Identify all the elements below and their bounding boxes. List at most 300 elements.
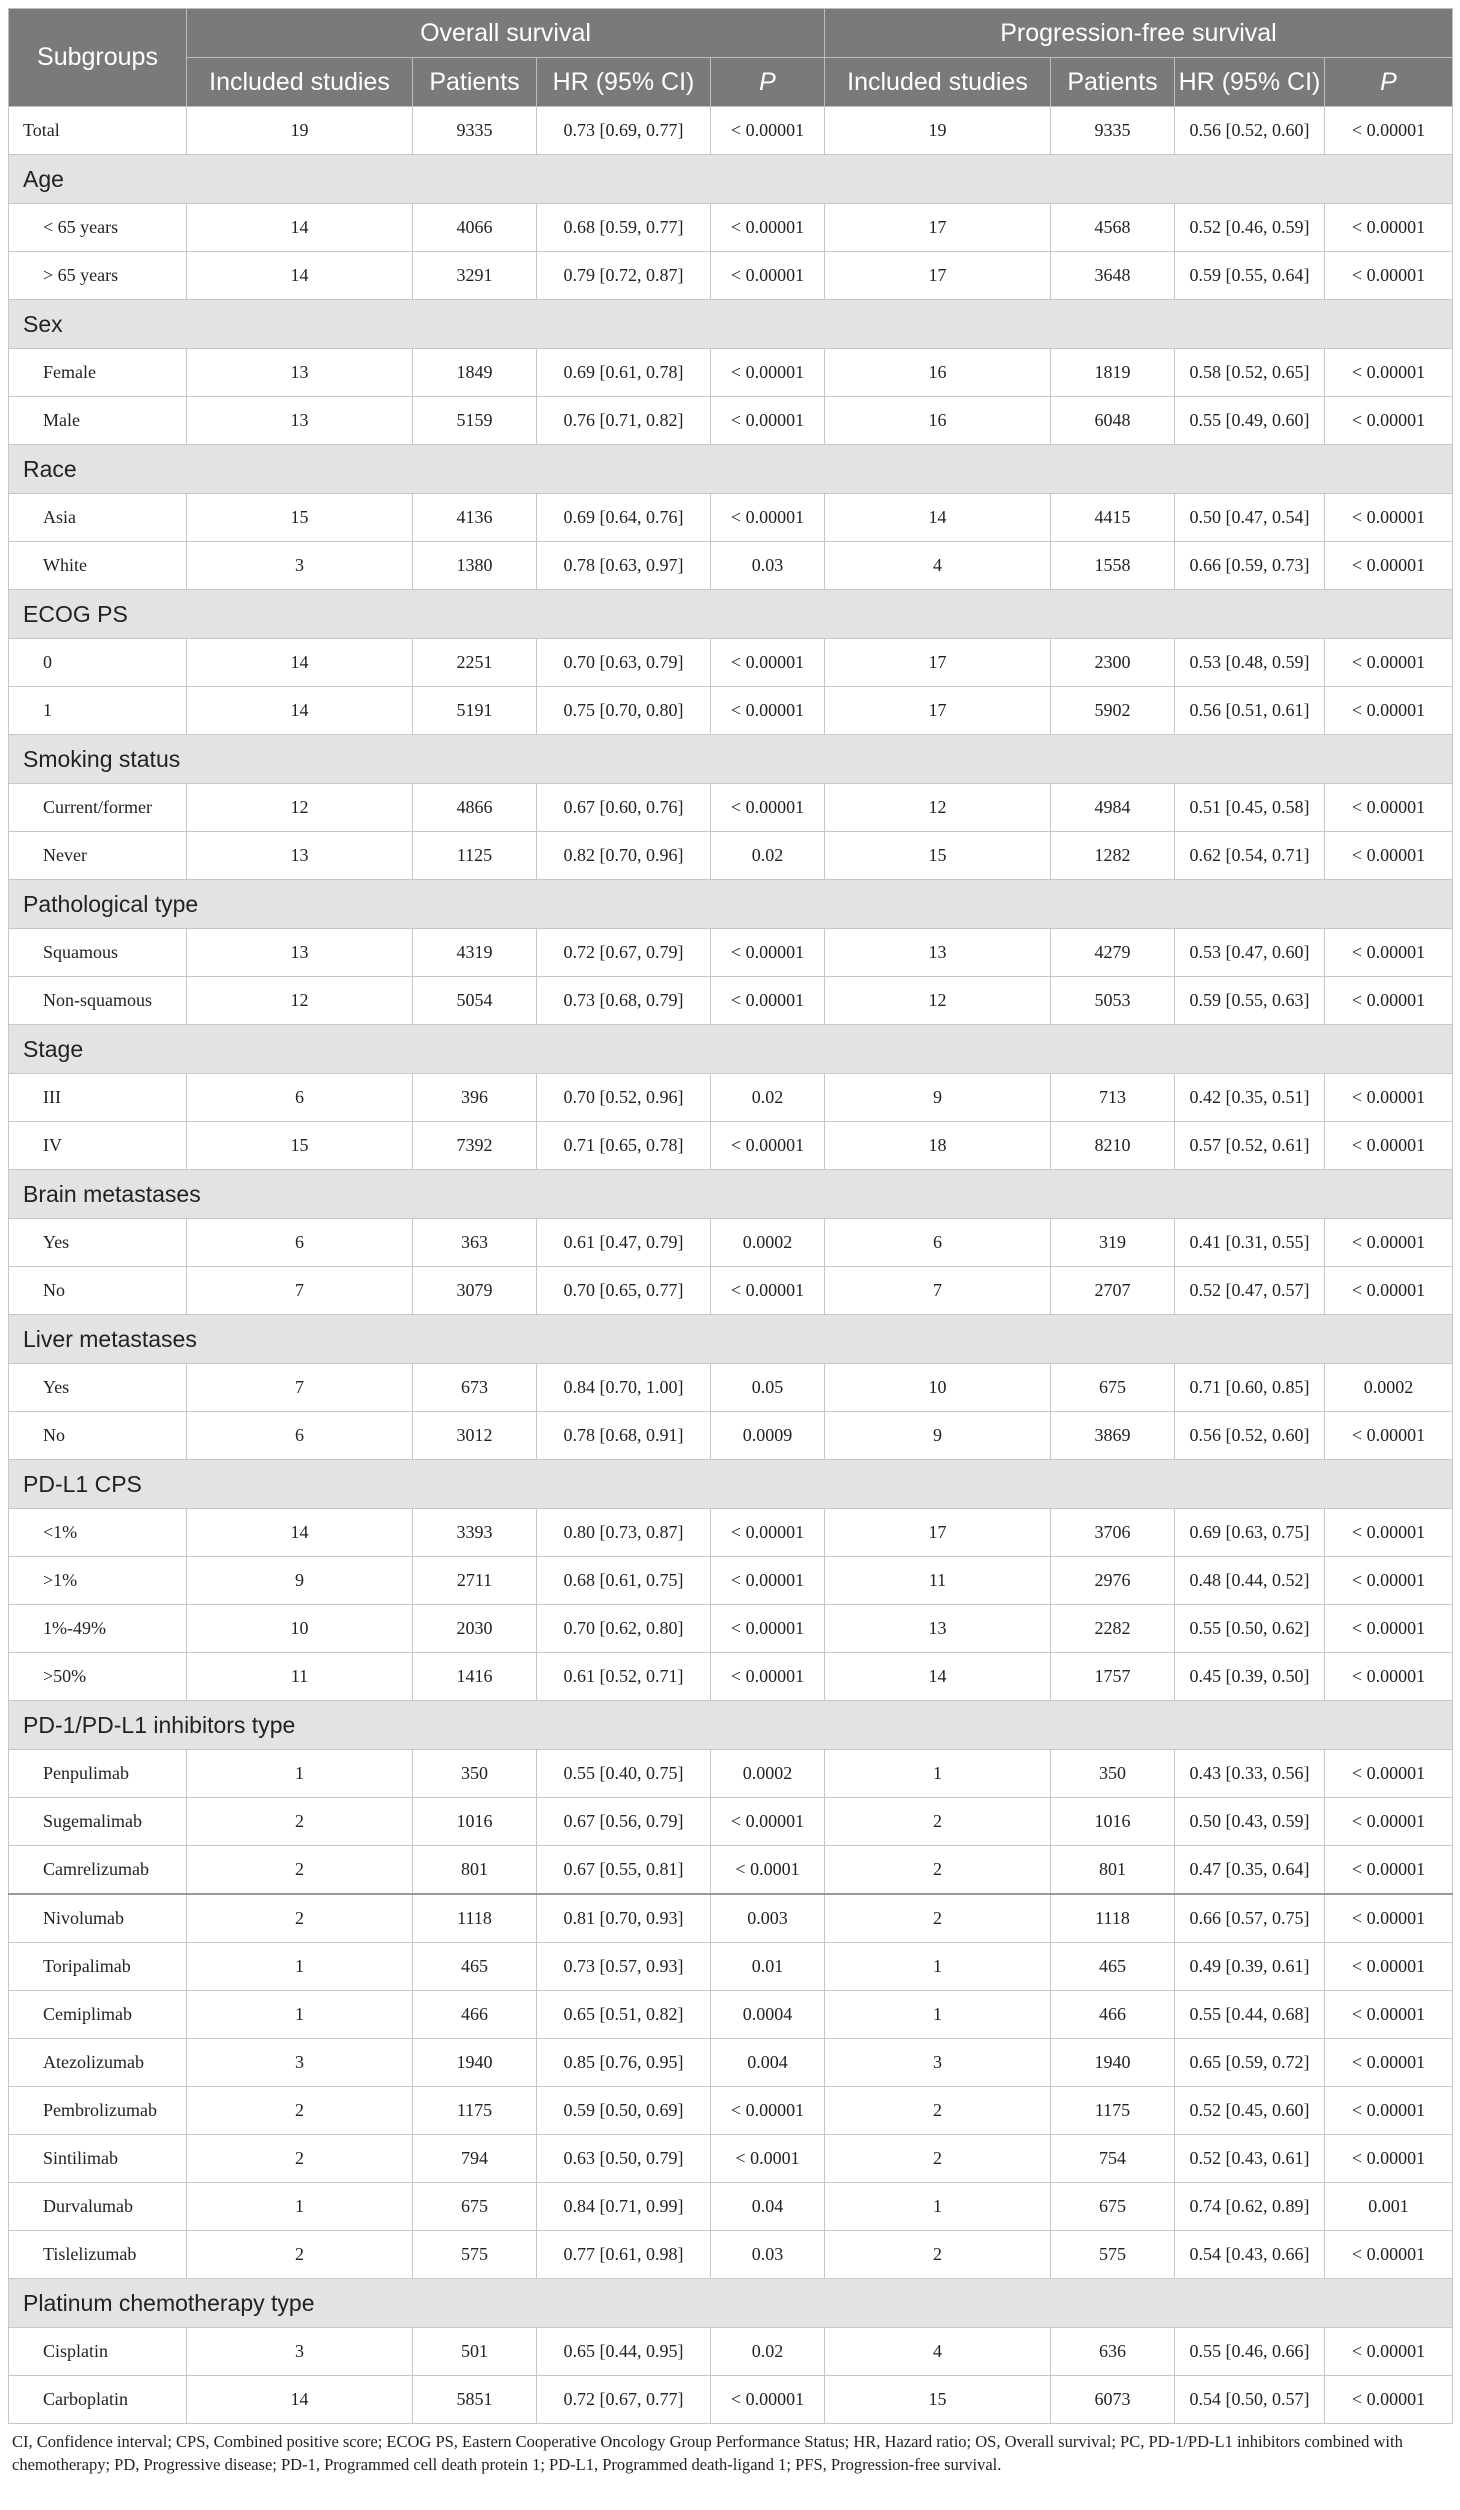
cell-pfs-hr: 0.50 [0.47, 0.54] — [1175, 494, 1325, 542]
cell-os-patients: 2251 — [413, 639, 537, 687]
cell-pfs-patients: 1016 — [1051, 1798, 1175, 1846]
cell-pfs-hr: 0.52 [0.43, 0.61] — [1175, 2135, 1325, 2183]
cell-os-included-studies: 2 — [187, 1798, 413, 1846]
cell-pfs-p: < 0.00001 — [1325, 2328, 1453, 2376]
cell-os-p: 0.0002 — [711, 1219, 825, 1267]
cell-os-included-studies: 12 — [187, 784, 413, 832]
cell-pfs-included-studies: 2 — [825, 1894, 1051, 1943]
cell-os-p: < 0.00001 — [711, 977, 825, 1025]
cell-pfs-patients: 4279 — [1051, 929, 1175, 977]
results-table-container — [8, 8, 1452, 2476]
cell-pfs-included-studies: 19 — [825, 107, 1051, 155]
cell-pfs-hr: 0.51 [0.45, 0.58] — [1175, 784, 1325, 832]
header-subgroups: Subgroups — [9, 9, 187, 107]
cell-os-included-studies: 15 — [187, 494, 413, 542]
cell-pfs-included-studies: 12 — [825, 784, 1051, 832]
row-label: Cisplatin — [9, 2328, 187, 2376]
cell-pfs-hr: 0.52 [0.47, 0.57] — [1175, 1267, 1325, 1315]
cell-pfs-included-studies: 13 — [825, 1605, 1051, 1653]
cell-os-patients: 465 — [413, 1943, 537, 1991]
cell-pfs-patients: 675 — [1051, 1364, 1175, 1412]
cell-pfs-p: < 0.00001 — [1325, 397, 1453, 445]
cell-pfs-p: < 0.00001 — [1325, 1991, 1453, 2039]
cell-pfs-included-studies: 17 — [825, 1509, 1051, 1557]
cell-pfs-patients: 466 — [1051, 1991, 1175, 2039]
cell-os-p: < 0.00001 — [711, 1557, 825, 1605]
cell-os-included-studies: 3 — [187, 2328, 413, 2376]
cell-pfs-hr: 0.59 [0.55, 0.64] — [1175, 252, 1325, 300]
group-label: Platinum chemotherapy type — [9, 2279, 1453, 2328]
cell-pfs-p: < 0.00001 — [1325, 2376, 1453, 2424]
cell-pfs-hr: 0.71 [0.60, 0.85] — [1175, 1364, 1325, 1412]
cell-pfs-included-studies: 1 — [825, 1750, 1051, 1798]
cell-os-hr: 0.63 [0.50, 0.79] — [537, 2135, 711, 2183]
cell-os-included-studies: 14 — [187, 687, 413, 735]
cell-pfs-patients: 8210 — [1051, 1122, 1175, 1170]
table-row — [9, 397, 1453, 445]
group-header-row — [9, 155, 1453, 204]
cell-pfs-included-studies: 12 — [825, 977, 1051, 1025]
table-row — [9, 1267, 1453, 1315]
cell-os-included-studies: 3 — [187, 542, 413, 590]
cell-pfs-hr: 0.42 [0.35, 0.51] — [1175, 1074, 1325, 1122]
cell-os-included-studies: 13 — [187, 349, 413, 397]
cell-os-included-studies: 7 — [187, 1267, 413, 1315]
cell-os-included-studies: 3 — [187, 2039, 413, 2087]
cell-os-p: 0.02 — [711, 1074, 825, 1122]
cell-os-patients: 1380 — [413, 542, 537, 590]
cell-os-p: < 0.00001 — [711, 494, 825, 542]
cell-os-hr: 0.67 [0.56, 0.79] — [537, 1798, 711, 1846]
cell-pfs-p: 0.0002 — [1325, 1364, 1453, 1412]
cell-os-hr: 0.73 [0.68, 0.79] — [537, 977, 711, 1025]
cell-os-included-studies: 2 — [187, 2087, 413, 2135]
cell-os-included-studies: 1 — [187, 2183, 413, 2231]
cell-pfs-p: < 0.00001 — [1325, 977, 1453, 1025]
cell-pfs-patients: 1282 — [1051, 832, 1175, 880]
header-overall-survival: Overall survival — [187, 9, 825, 58]
cell-os-patients: 675 — [413, 2183, 537, 2231]
cell-os-included-studies: 6 — [187, 1219, 413, 1267]
cell-os-patients: 350 — [413, 1750, 537, 1798]
cell-pfs-hr: 0.55 [0.50, 0.62] — [1175, 1605, 1325, 1653]
cell-os-hr: 0.70 [0.63, 0.79] — [537, 639, 711, 687]
cell-os-p: 0.004 — [711, 2039, 825, 2087]
cell-os-hr: 0.67 [0.55, 0.81] — [537, 1846, 711, 1895]
cell-pfs-p: < 0.00001 — [1325, 204, 1453, 252]
group-label: Stage — [9, 1025, 1453, 1074]
cell-pfs-p: < 0.00001 — [1325, 1750, 1453, 1798]
table-row — [9, 1605, 1453, 1653]
row-label: Total — [9, 107, 187, 155]
cell-pfs-p: < 0.00001 — [1325, 349, 1453, 397]
cell-pfs-included-studies: 14 — [825, 1653, 1051, 1701]
table-row — [9, 1846, 1453, 1895]
cell-pfs-included-studies: 1 — [825, 1991, 1051, 2039]
row-label: Sugemalimab — [9, 1798, 187, 1846]
cell-pfs-patients: 2282 — [1051, 1605, 1175, 1653]
cell-pfs-included-studies: 10 — [825, 1364, 1051, 1412]
cell-os-hr: 0.71 [0.65, 0.78] — [537, 1122, 711, 1170]
cell-os-patients: 5851 — [413, 2376, 537, 2424]
row-label: Toripalimab — [9, 1943, 187, 1991]
table-row — [9, 494, 1453, 542]
table-row — [9, 107, 1453, 155]
cell-pfs-p: < 0.00001 — [1325, 639, 1453, 687]
cell-os-p: < 0.00001 — [711, 1267, 825, 1315]
cell-pfs-hr: 0.54 [0.50, 0.57] — [1175, 2376, 1325, 2424]
row-label: 1 — [9, 687, 187, 735]
cell-pfs-patients: 575 — [1051, 2231, 1175, 2279]
cell-pfs-patients: 1558 — [1051, 542, 1175, 590]
cell-os-patients: 794 — [413, 2135, 537, 2183]
table-row — [9, 2039, 1453, 2087]
cell-os-patients: 4066 — [413, 204, 537, 252]
cell-os-hr: 0.70 [0.62, 0.80] — [537, 1605, 711, 1653]
cell-os-hr: 0.65 [0.51, 0.82] — [537, 1991, 711, 2039]
table-row — [9, 1653, 1453, 1701]
cell-pfs-included-studies: 15 — [825, 2376, 1051, 2424]
cell-os-hr: 0.68 [0.61, 0.75] — [537, 1557, 711, 1605]
cell-os-p: 0.02 — [711, 2328, 825, 2376]
cell-os-patients: 1118 — [413, 1894, 537, 1943]
cell-os-hr: 0.79 [0.72, 0.87] — [537, 252, 711, 300]
row-label: III — [9, 1074, 187, 1122]
cell-pfs-p: < 0.00001 — [1325, 2231, 1453, 2279]
cell-pfs-p: < 0.00001 — [1325, 832, 1453, 880]
cell-os-included-studies: 13 — [187, 929, 413, 977]
cell-pfs-p: < 0.00001 — [1325, 1894, 1453, 1943]
cell-pfs-included-studies: 18 — [825, 1122, 1051, 1170]
table-row — [9, 542, 1453, 590]
cell-pfs-included-studies: 9 — [825, 1412, 1051, 1460]
cell-os-hr: 0.69 [0.61, 0.78] — [537, 349, 711, 397]
cell-os-included-studies: 2 — [187, 1846, 413, 1895]
group-label: Age — [9, 155, 1453, 204]
cell-os-p: < 0.00001 — [711, 1122, 825, 1170]
table-row — [9, 1557, 1453, 1605]
cell-os-patients: 801 — [413, 1846, 537, 1895]
row-label: Tislelizumab — [9, 2231, 187, 2279]
cell-pfs-p: < 0.00001 — [1325, 1412, 1453, 1460]
cell-os-p: 0.0009 — [711, 1412, 825, 1460]
cell-pfs-p: < 0.00001 — [1325, 252, 1453, 300]
cell-os-p: < 0.00001 — [711, 397, 825, 445]
cell-os-patients: 1416 — [413, 1653, 537, 1701]
cell-os-patients: 1940 — [413, 2039, 537, 2087]
cell-os-hr: 0.75 [0.70, 0.80] — [537, 687, 711, 735]
row-label: Non-squamous — [9, 977, 187, 1025]
header-os-hr: HR (95% CI) — [537, 58, 711, 107]
cell-pfs-hr: 0.48 [0.44, 0.52] — [1175, 1557, 1325, 1605]
cell-os-patients: 7392 — [413, 1122, 537, 1170]
cell-pfs-hr: 0.47 [0.35, 0.64] — [1175, 1846, 1325, 1895]
header-pfs-hr: HR (95% CI) — [1175, 58, 1325, 107]
cell-os-patients: 5159 — [413, 397, 537, 445]
header-pfs-p: P — [1325, 58, 1453, 107]
table-row — [9, 2328, 1453, 2376]
table-row — [9, 2183, 1453, 2231]
cell-os-included-studies: 14 — [187, 2376, 413, 2424]
cell-os-patients: 3012 — [413, 1412, 537, 1460]
cell-os-hr: 0.84 [0.70, 1.00] — [537, 1364, 711, 1412]
cell-os-patients: 5191 — [413, 687, 537, 735]
cell-pfs-included-studies: 9 — [825, 1074, 1051, 1122]
cell-os-hr: 0.65 [0.44, 0.95] — [537, 2328, 711, 2376]
cell-os-p: < 0.00001 — [711, 204, 825, 252]
cell-os-hr: 0.68 [0.59, 0.77] — [537, 204, 711, 252]
cell-os-p: 0.0002 — [711, 1750, 825, 1798]
cell-os-patients: 9335 — [413, 107, 537, 155]
cell-pfs-included-studies: 2 — [825, 2135, 1051, 2183]
cell-os-hr: 0.80 [0.73, 0.87] — [537, 1509, 711, 1557]
cell-os-included-studies: 1 — [187, 1943, 413, 1991]
cell-os-patients: 363 — [413, 1219, 537, 1267]
table-row — [9, 2087, 1453, 2135]
cell-os-p: < 0.00001 — [711, 1798, 825, 1846]
row-label: Yes — [9, 1219, 187, 1267]
cell-os-p: < 0.00001 — [711, 1509, 825, 1557]
cell-os-hr: 0.78 [0.63, 0.97] — [537, 542, 711, 590]
row-label: >50% — [9, 1653, 187, 1701]
cell-os-included-studies: 1 — [187, 1750, 413, 1798]
table-body — [9, 107, 1453, 2424]
row-label: Carboplatin — [9, 2376, 187, 2424]
cell-pfs-included-studies: 2 — [825, 1846, 1051, 1895]
table-row — [9, 1750, 1453, 1798]
cell-pfs-patients: 2976 — [1051, 1557, 1175, 1605]
group-header-row — [9, 1701, 1453, 1750]
group-header-row — [9, 1170, 1453, 1219]
cell-pfs-patients: 465 — [1051, 1943, 1175, 1991]
cell-pfs-patients: 1118 — [1051, 1894, 1175, 1943]
table-row — [9, 1219, 1453, 1267]
cell-pfs-patients: 2300 — [1051, 639, 1175, 687]
header-os-patients: Patients — [413, 58, 537, 107]
group-label: PD-L1 CPS — [9, 1460, 1453, 1509]
cell-pfs-p: < 0.00001 — [1325, 2135, 1453, 2183]
cell-os-p: < 0.00001 — [711, 2087, 825, 2135]
cell-os-hr: 0.59 [0.50, 0.69] — [537, 2087, 711, 2135]
cell-pfs-hr: 0.66 [0.59, 0.73] — [1175, 542, 1325, 590]
cell-os-hr: 0.69 [0.64, 0.76] — [537, 494, 711, 542]
cell-pfs-included-studies: 3 — [825, 2039, 1051, 2087]
cell-os-p: 0.03 — [711, 2231, 825, 2279]
cell-os-patients: 2030 — [413, 1605, 537, 1653]
cell-pfs-included-studies: 16 — [825, 349, 1051, 397]
cell-os-hr: 0.70 [0.65, 0.77] — [537, 1267, 711, 1315]
cell-os-included-studies: 9 — [187, 1557, 413, 1605]
cell-pfs-patients: 4568 — [1051, 204, 1175, 252]
cell-pfs-hr: 0.58 [0.52, 0.65] — [1175, 349, 1325, 397]
cell-pfs-p: < 0.00001 — [1325, 929, 1453, 977]
cell-pfs-p: < 0.00001 — [1325, 784, 1453, 832]
cell-pfs-hr: 0.65 [0.59, 0.72] — [1175, 2039, 1325, 2087]
table-row — [9, 687, 1453, 735]
header-os-p: P — [711, 58, 825, 107]
cell-pfs-patients: 713 — [1051, 1074, 1175, 1122]
cell-pfs-hr: 0.59 [0.55, 0.63] — [1175, 977, 1325, 1025]
cell-pfs-hr: 0.54 [0.43, 0.66] — [1175, 2231, 1325, 2279]
cell-pfs-p: < 0.00001 — [1325, 107, 1453, 155]
cell-os-p: < 0.00001 — [711, 349, 825, 397]
cell-pfs-included-studies: 14 — [825, 494, 1051, 542]
cell-pfs-p: < 0.00001 — [1325, 687, 1453, 735]
row-label: No — [9, 1267, 187, 1315]
cell-pfs-included-studies: 4 — [825, 542, 1051, 590]
cell-pfs-patients: 636 — [1051, 2328, 1175, 2376]
cell-os-patients: 3393 — [413, 1509, 537, 1557]
cell-os-hr: 0.78 [0.68, 0.91] — [537, 1412, 711, 1460]
cell-os-p: 0.05 — [711, 1364, 825, 1412]
cell-pfs-hr: 0.66 [0.57, 0.75] — [1175, 1894, 1325, 1943]
cell-pfs-patients: 3869 — [1051, 1412, 1175, 1460]
cell-os-hr: 0.81 [0.70, 0.93] — [537, 1894, 711, 1943]
cell-os-p: 0.0004 — [711, 1991, 825, 2039]
row-label: Yes — [9, 1364, 187, 1412]
header-pfs-patients: Patients — [1051, 58, 1175, 107]
row-label: Squamous — [9, 929, 187, 977]
cell-pfs-patients: 1757 — [1051, 1653, 1175, 1701]
cell-os-included-studies: 7 — [187, 1364, 413, 1412]
cell-pfs-p: < 0.00001 — [1325, 2039, 1453, 2087]
cell-os-p: < 0.0001 — [711, 1846, 825, 1895]
cell-pfs-patients: 2707 — [1051, 1267, 1175, 1315]
cell-os-included-studies: 14 — [187, 204, 413, 252]
cell-os-included-studies: 13 — [187, 832, 413, 880]
cell-os-p: 0.03 — [711, 542, 825, 590]
cell-os-patients: 4136 — [413, 494, 537, 542]
cell-pfs-patients: 4415 — [1051, 494, 1175, 542]
cell-pfs-p: < 0.00001 — [1325, 1267, 1453, 1315]
cell-os-hr: 0.85 [0.76, 0.95] — [537, 2039, 711, 2087]
cell-os-p: 0.04 — [711, 2183, 825, 2231]
cell-os-hr: 0.67 [0.60, 0.76] — [537, 784, 711, 832]
table-footnote: CI, Confidence interval; CPS, Combined positive score; ECOG PS, Eastern Cooperative Oncology Group Performance Status; HR, Hazard ratio; OS, Overall survival; PC, PD-1/PD-L1 inhibitors combined with chemotherapy; PD, Progressive disease; PD-1, Programmed cell death protein 1; PD-L1, Programmed death-ligand 1; PFS, Progression-free survival. — [12, 2432, 1403, 2474]
cell-pfs-patients: 1940 — [1051, 2039, 1175, 2087]
cell-os-patients: 575 — [413, 2231, 537, 2279]
cell-os-patients: 5054 — [413, 977, 537, 1025]
cell-pfs-hr: 0.55 [0.49, 0.60] — [1175, 397, 1325, 445]
cell-pfs-included-studies: 1 — [825, 1943, 1051, 1991]
cell-os-hr: 0.77 [0.61, 0.98] — [537, 2231, 711, 2279]
row-label: Cemiplimab — [9, 1991, 187, 2039]
header-pfs-included-studies: Included studies — [825, 58, 1051, 107]
cell-pfs-p: < 0.00001 — [1325, 542, 1453, 590]
cell-os-p: 0.003 — [711, 1894, 825, 1943]
cell-os-patients: 1125 — [413, 832, 537, 880]
cell-pfs-included-studies: 2 — [825, 2087, 1051, 2135]
table-row — [9, 1798, 1453, 1846]
cell-os-hr: 0.61 [0.52, 0.71] — [537, 1653, 711, 1701]
cell-pfs-included-studies: 2 — [825, 2231, 1051, 2279]
row-label: >1% — [9, 1557, 187, 1605]
group-label: Race — [9, 445, 1453, 494]
table-row — [9, 1943, 1453, 1991]
cell-pfs-hr: 0.57 [0.52, 0.61] — [1175, 1122, 1325, 1170]
cell-pfs-patients: 319 — [1051, 1219, 1175, 1267]
cell-os-included-studies: 15 — [187, 1122, 413, 1170]
cell-pfs-hr: 0.69 [0.63, 0.75] — [1175, 1509, 1325, 1557]
group-label: Pathological type — [9, 880, 1453, 929]
cell-pfs-hr: 0.56 [0.52, 0.60] — [1175, 107, 1325, 155]
cell-pfs-included-studies: 16 — [825, 397, 1051, 445]
cell-pfs-patients: 754 — [1051, 2135, 1175, 2183]
row-label: Never — [9, 832, 187, 880]
cell-os-included-studies: 6 — [187, 1074, 413, 1122]
cell-pfs-p: < 0.00001 — [1325, 1605, 1453, 1653]
group-label: ECOG PS — [9, 590, 1453, 639]
cell-pfs-hr: 0.74 [0.62, 0.89] — [1175, 2183, 1325, 2231]
row-label: Durvalumab — [9, 2183, 187, 2231]
cell-os-included-studies: 14 — [187, 1509, 413, 1557]
cell-pfs-hr: 0.56 [0.52, 0.60] — [1175, 1412, 1325, 1460]
table-row — [9, 639, 1453, 687]
cell-pfs-hr: 0.56 [0.51, 0.61] — [1175, 687, 1325, 735]
cell-os-hr: 0.84 [0.71, 0.99] — [537, 2183, 711, 2231]
cell-pfs-included-studies: 7 — [825, 1267, 1051, 1315]
cell-os-included-studies: 2 — [187, 2231, 413, 2279]
group-header-row — [9, 300, 1453, 349]
row-label: Current/former — [9, 784, 187, 832]
cell-os-hr: 0.73 [0.69, 0.77] — [537, 107, 711, 155]
cell-pfs-patients: 3706 — [1051, 1509, 1175, 1557]
cell-os-hr: 0.73 [0.57, 0.93] — [537, 1943, 711, 1991]
cell-os-patients: 1849 — [413, 349, 537, 397]
cell-pfs-included-studies: 6 — [825, 1219, 1051, 1267]
cell-os-included-studies: 14 — [187, 252, 413, 300]
cell-pfs-patients: 6048 — [1051, 397, 1175, 445]
table-row — [9, 1894, 1453, 1943]
cell-os-p: < 0.00001 — [711, 929, 825, 977]
row-label: Male — [9, 397, 187, 445]
cell-os-patients: 4866 — [413, 784, 537, 832]
cell-pfs-patients: 5053 — [1051, 977, 1175, 1025]
group-label: Smoking status — [9, 735, 1453, 784]
cell-os-included-studies: 10 — [187, 1605, 413, 1653]
row-label: Nivolumab — [9, 1894, 187, 1943]
cell-pfs-p: < 0.00001 — [1325, 1798, 1453, 1846]
cell-pfs-included-studies: 1 — [825, 2183, 1051, 2231]
cell-pfs-p: < 0.00001 — [1325, 1557, 1453, 1605]
cell-os-included-studies: 13 — [187, 397, 413, 445]
cell-pfs-patients: 1175 — [1051, 2087, 1175, 2135]
cell-os-p: 0.02 — [711, 832, 825, 880]
table-row — [9, 1364, 1453, 1412]
cell-os-p: < 0.00001 — [711, 107, 825, 155]
cell-os-hr: 0.76 [0.71, 0.82] — [537, 397, 711, 445]
cell-pfs-included-studies: 15 — [825, 832, 1051, 880]
cell-pfs-included-studies: 17 — [825, 639, 1051, 687]
cell-pfs-patients: 801 — [1051, 1846, 1175, 1895]
group-label: Sex — [9, 300, 1453, 349]
row-label: Penpulimab — [9, 1750, 187, 1798]
cell-os-patients: 501 — [413, 2328, 537, 2376]
table-row — [9, 252, 1453, 300]
cell-os-p: < 0.00001 — [711, 639, 825, 687]
table-row — [9, 977, 1453, 1025]
cell-os-hr: 0.82 [0.70, 0.96] — [537, 832, 711, 880]
group-header-row — [9, 1460, 1453, 1509]
cell-pfs-included-studies: 17 — [825, 687, 1051, 735]
row-label: < 65 years — [9, 204, 187, 252]
cell-os-p: < 0.00001 — [711, 252, 825, 300]
cell-pfs-hr: 0.52 [0.45, 0.60] — [1175, 2087, 1325, 2135]
cell-os-patients: 1175 — [413, 2087, 537, 2135]
row-label: White — [9, 542, 187, 590]
cell-os-included-studies: 2 — [187, 2135, 413, 2183]
cell-os-p: < 0.00001 — [711, 687, 825, 735]
